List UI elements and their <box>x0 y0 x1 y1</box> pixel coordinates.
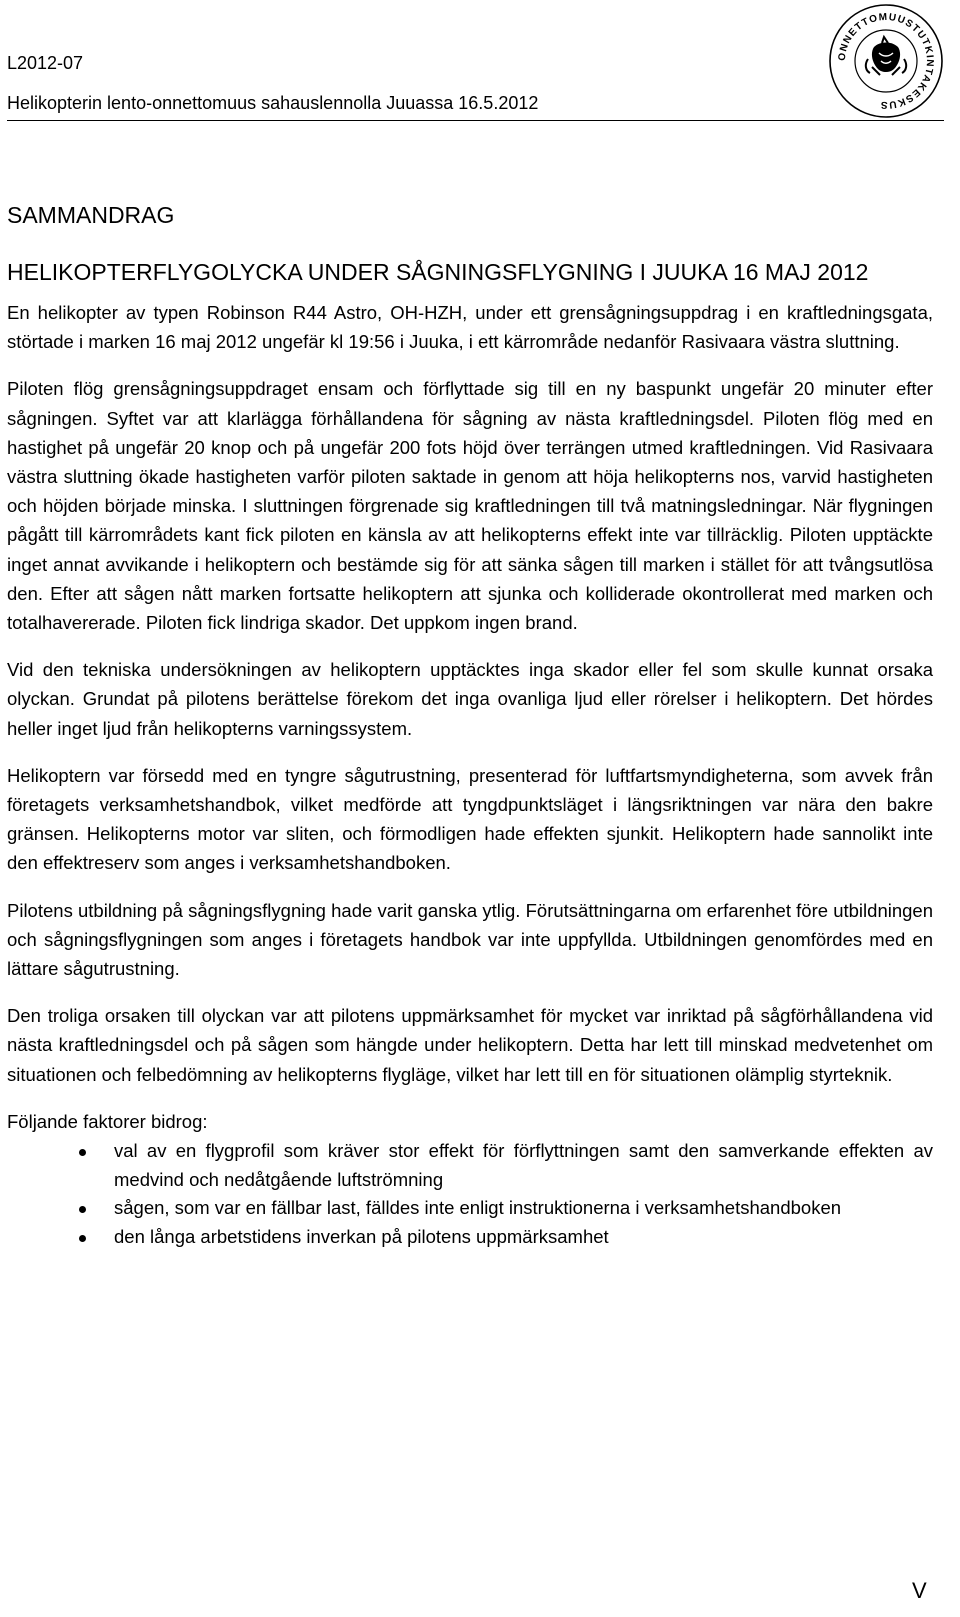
page-number: V <box>912 1578 927 1603</box>
bullet-icon <box>79 1206 86 1213</box>
list-item <box>7 1137 933 1194</box>
header-divider <box>7 120 944 121</box>
paragraph-training: Pilotens utbildning på sågningsflygning hade varit ganska ytlig. Förutsättningarna om erfarenhet före utbildningen och sågningsflygningen som anges i företagets handbok var inte uppfyllda. Utbildningen genomfördes med en lättare sågutrustning. <box>7 899 933 980</box>
paragraph-accident: En helikopter av typen Robinson R44 Astro, OH-HZH, under ett grensågningsuppdrag i en kraftledningsgata, störtade i marken 16 maj 2012 ungefär kl 19:56 i Juuka, i ett kärrområde nedanför Rasivaara västra sluttning. <box>7 302 933 353</box>
factor-text: val av en flygprofil som kräver stor effekt för förflyttningen samt den samverkande effekten av medvind och nedåtgående luftströmning <box>114 1140 933 1190</box>
section-title: SAMMANDRAG <box>7 202 175 228</box>
paragraph-flight-sequence: Piloten flög grensågningsuppdraget ensam och förflyttade sig till en ny baspunkt ungefär 20 minuter efter sågningen. Syftet var att klarlägga förhållandena för sågning av nästa kraftledningsdel. Piloten flög med en hastighet på ungefär 20 knop och på ungefär 200 fots höjd över terrängen utmed kraftledningen. Vid Rasivaara västra sluttning ökade hastigheten varför piloten saktade in genom att höja helikopterns nos, varvid hastigheten och höjden började minska. I sluttningen förgrenade sig kraftledningen till två matningsledningar. När flygningen pågått till kärrområdets kant fick piloten en känsla av att helikopterns effekt inte var tillräcklig. Piloten upptäckte inget annat avvikande i helikoptern och bestämde sig för att sänka sågen till marken i stället för att tvångsutlösa den. Efter att sågen nått marken fortsatte helikoptern att sjunka och kolliderade okontrollerat med marken och totalhavererade. Piloten fick lindriga skador. Det uppkom ingen brand. <box>7 378 933 634</box>
document-page <box>7 0 944 1617</box>
bullet-icon <box>79 1149 86 1156</box>
contributing-factors-list <box>7 1137 933 1251</box>
agency-seal-logo <box>827 2 945 120</box>
paragraph-probable-cause: Den troliga orsaken till olyckan var att pilotens uppmärksamhet för mycket var inriktad på sågförhållandena vid nästa kraftledningsdel och på sågen som hängde under helikoptern. Detta har lett till minskad medvetenhet om situationen och felbedömning av helikopterns flygläge, vilket har lett till en för situationen olämplig styrteknik. <box>7 1005 933 1085</box>
seal-text: ONNETTOMUUSTUTKINTAKESKUS <box>836 11 936 111</box>
list-item <box>7 1194 933 1223</box>
paragraph-technical-investigation: Vid den tekniska undersökningen av helikoptern upptäcktes inga skador eller fel som skulle kunnat orsaka olyckan. Grundat på pilotens berättelse förekom det inga ovanliga ljud eller rörelser i helikoptern. Det hördes heller inget ljud från helikopterns varningssystem. <box>7 659 933 739</box>
factor-text: den långa arbetstidens inverkan på pilotens uppmärksamhet <box>114 1225 609 1247</box>
bullet-icon <box>79 1235 86 1242</box>
list-item <box>7 1223 933 1252</box>
factor-text: sågen, som var en fällbar last, fälldes inte enligt instruktionerna i verksamhetshandboken <box>114 1197 842 1219</box>
document-code: L2012-07 <box>7 53 84 73</box>
summary-content <box>7 200 933 1251</box>
seal-graphic <box>827 2 945 120</box>
document-subtitle: Helikopterin lento-onnettomuus sahauslennolla Juuassa 16.5.2012 <box>7 93 539 113</box>
paragraph-equipment: Helikoptern var försedd med en tyngre sågutrustning, presenterad för luftfartsmyndigheterna, som avvek från företagets verksamhetshandbok, vilket medförde att tyngdpunktsläget i längsriktningen var nära den bakre gränsen. Helikopterns motor var sliten, och förmodligen hade effekten sjunkit. Helikoptern hade sannolikt inte den effektreserv som anges i verksamhetshandboken. <box>7 764 933 874</box>
factors-lead: Följande faktorer bidrog: <box>7 1110 208 1132</box>
page-header <box>7 50 944 122</box>
heraldic-lion-icon <box>866 37 906 75</box>
report-title: HELIKOPTERFLYGOLYCKA UNDER SÅGNINGSFLYGNING I JUUKA 16 MAJ 2012 <box>7 259 869 285</box>
